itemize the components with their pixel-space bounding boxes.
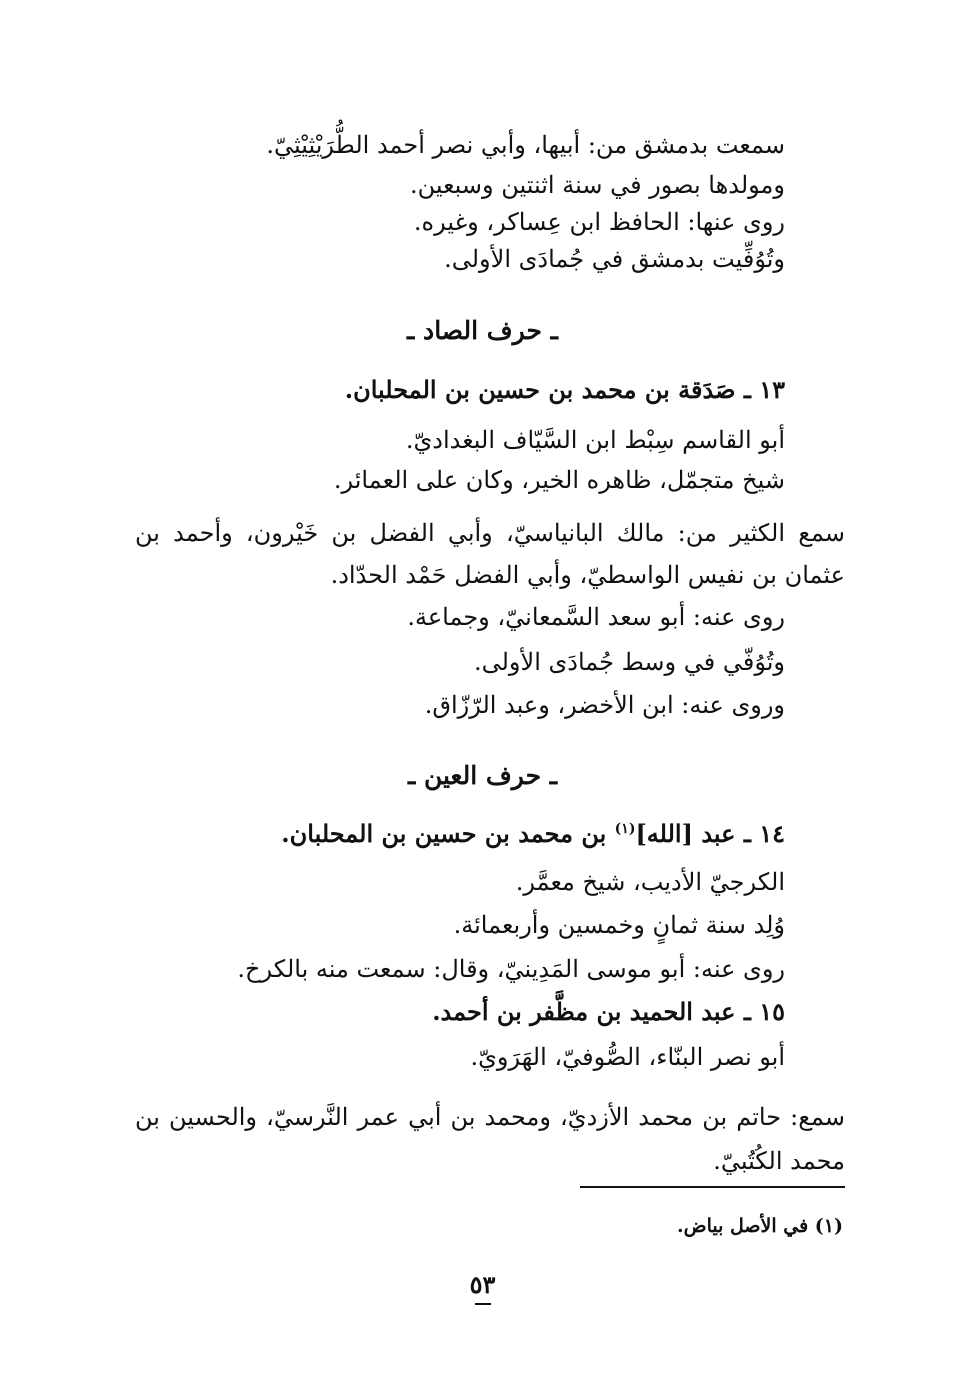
text-line: وتُوُفّي في وسط جُمادَى الأولى. (473, 648, 785, 676)
text-line: روى عنه: أبو موسى المَدِينيّ، وقال: سمعت منه بالكرخ. (237, 955, 785, 983)
entry-14-name: ١٤ ـ عبد [الله] (635, 819, 785, 848)
text-line: روى عنه: أبو سعد السَّمعانيّ، وجماعة. (407, 603, 785, 631)
text-line: سمعت بدمشق من: أبيها، وأبي نصر أحمد الطُّرَيْثِيْثِيّ. (266, 131, 785, 159)
text-line: وروى عنه: ابن الأخضر، وعبد الرّزّاق. (424, 691, 785, 719)
text-line: أبو نصر البنّاء، الصُّوفيّ، الهَرَويّ. (470, 1043, 785, 1071)
footnote-text: (١) في الأصل بياض. (676, 1215, 843, 1237)
text-line: وُلِد سنة ثمانٍ وخمسين وأربعمائة. (453, 911, 785, 939)
entry-title-13: ١٣ ـ صَدَقة بن محمد بن حسين بن المحلبان. (344, 375, 785, 404)
footnote-ref: (١) (614, 821, 636, 837)
footnote-divider (580, 1186, 845, 1188)
text-line: ومولدها بصور في سنة اثنتين وسبعين. (409, 171, 785, 199)
section-heading-ain: ـ حرف العين ـ (407, 761, 558, 790)
paragraph-15: سمع: حاتم بن محمد الأزديّ، ومحمد بن أبي عمر النَّرسيّ، والحسين بن محمد الكُتُبيّ. (135, 1103, 845, 1175)
text-line: روى عنها: الحافظ ابن عِساكر، وغيره. (413, 208, 785, 236)
section-heading-sad: ـ حرف الصاد ـ (407, 316, 558, 345)
page-number-underline (475, 1303, 491, 1305)
text-line: وتُوُفِّيت بدمشق في جُمادَى الأولى. (444, 245, 785, 273)
text-line: الكرجيّ الأديب، شيخ معمَّر. (515, 868, 785, 896)
entry-14-rest: بن محمد بن حسين بن المحلبان. (281, 819, 615, 848)
page-number: ٥٣ (469, 1270, 496, 1299)
text-line: أبو القاسم سِبْط ابن السَّيّاف البغداديّ. (405, 426, 785, 454)
text-line: شيخ متجمّل، ظاهره الخير، وكان على العمائر. (333, 466, 785, 494)
entry-title-15: ١٥ ـ عبد الحميد بن مظَّفر بن أحمد. (432, 997, 785, 1026)
entry-title-14 (281, 817, 785, 851)
paragraph-13: سمع الكثير من: مالك البانياسيّ، وأبي الفضل بن خَيْرون، وأحمد بن عثمان بن نفيس الواسطيّ، وأبي الفضل حَمْد الحدّاد. (135, 519, 845, 589)
